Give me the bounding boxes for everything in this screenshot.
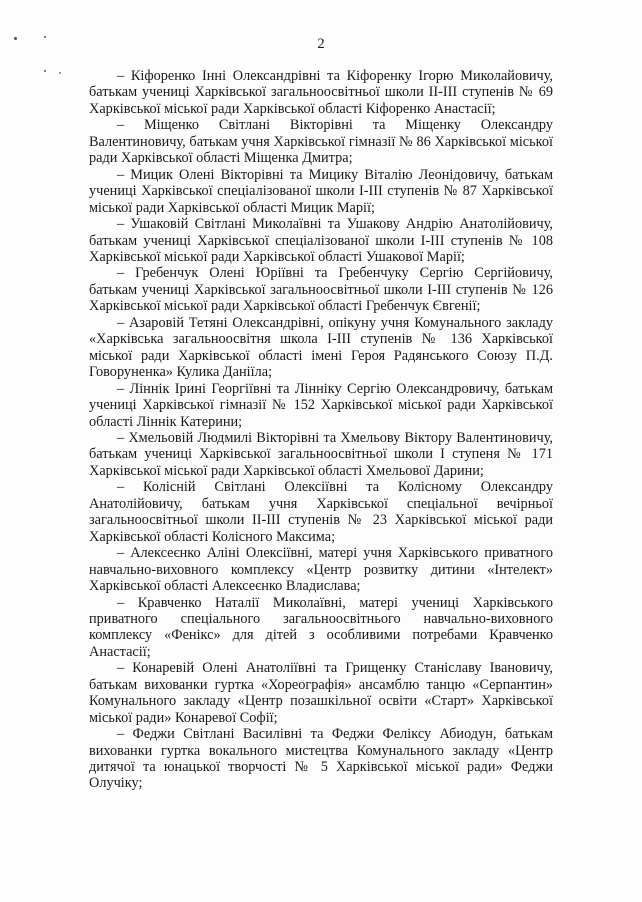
scan-speck — [59, 72, 61, 74]
document-body — [89, 68, 553, 792]
paragraph: – Конаревій Олені Анатоліївні та Грищенку Станіславу Івановичу, батькам вихованки гуртка «Хореографія» ансамблю танцю «Серпантин» Комунального закладу «Центр позашкільної освіти «Старт» Харківської міської ради» Конаревої Софії; — [89, 660, 553, 726]
paragraph: – Гребенчук Олені Юріївні та Гребенчуку Сергію Сергійовичу, батькам учениці Харківської загальноосвітньої школи І-ІІІ ступенів № 126 Харківської міської ради Харківської області Гребенчук Євгенії; — [89, 265, 553, 315]
paragraph: – Кіфоренко Інні Олександрівні та Кіфоренку Ігорю Миколайовичу, батькам учениці Харківської загальноосвітньої школи ІІ-ІІІ ступенів № 69 Харківської міської ради Харківської області Кіфоренко Анастасії; — [89, 68, 553, 117]
page-number: 2 — [317, 36, 325, 52]
paragraph: – Алексеєнко Аліні Олексіївні, матері учня Харківського приватного навчально-виховного комплексу «Центр розвитку дитини «Інтелект» Харківської області Алексеєнко Владислава; — [89, 545, 553, 595]
paragraph: – Колісній Світлані Олексіївні та Колісному Олександру Анатолійовичу, батькам учня Харківської спеціальної вечірньої загальноосвітньої школи ІІ-ІІІ ступенів № 23 Харківської міської ради Харківської області Колісного Максима; — [89, 479, 553, 545]
scan-speck — [44, 70, 46, 72]
paragraph: – Хмельовій Людмилі Вікторівні та Хмельову Віктору Валентиновичу, батькам учениці Харківської загальноосвітньої школи І ступеня № 171 Харківської міської ради Харківської області Хмельової Дарини; — [89, 429, 553, 479]
paragraph: – Мицик Олені Вікторівні та Мицику Віталію Леонідовичу, батькам учениці Харківської спеціалізованої школи І-ІІІ ступенів № 87 Харківської міської ради Харківської області Мицик Марії; — [89, 166, 553, 216]
paragraph: – Кравченко Наталії Миколаївні, матері учениці Харківського приватного спеціального загальноосвітнього навчально-виховного комплексу «Фенікс» для дітей з особливими потребами Кравченко Анастасії; — [89, 594, 553, 660]
paragraph: – Феджи Світлані Василівні та Феджи Феліксу Абиодун, батькам вихованки гуртка вокального мистецтва Комунального закладу «Центр дитячої та юнацької творчості № 5 Харківської міської ради» Феджи Олучіку; — [89, 726, 553, 792]
paragraph: – Міщенко Світлані Вікторівні та Міщенку Олександру Валентиновичу, батькам учня Харківської гімназії № 86 Харківської міської ради Харківської області Міщенка Дмитра; — [89, 117, 553, 167]
paragraph: – Ліннік Ірині Георгіївні та Лінніку Сергію Олександровичу, батькам учениці Харківської гімназії № 152 Харківської міської ради Харківської області Ліннік Катерини; — [89, 380, 553, 430]
paragraph: – Азаровій Тетяні Олександрівні, опікуну учня Комунального закладу «Харківська загальноосвітня школа І-ІІІ ступенів № 136 Харківської міської ради Харківської області імені Героя Радянського Союзу П.Д. Говоруненка» Кулика Даніїла; — [89, 314, 553, 381]
paragraph: – Ушаковій Світлані Миколаївні та Ушакову Андрію Анатолійовичу, батькам учениці Харківської спеціалізованої школи І-ІІІ ступенів № 108 Харківської міської ради Харківської області Ушакової Марії; — [89, 216, 553, 265]
